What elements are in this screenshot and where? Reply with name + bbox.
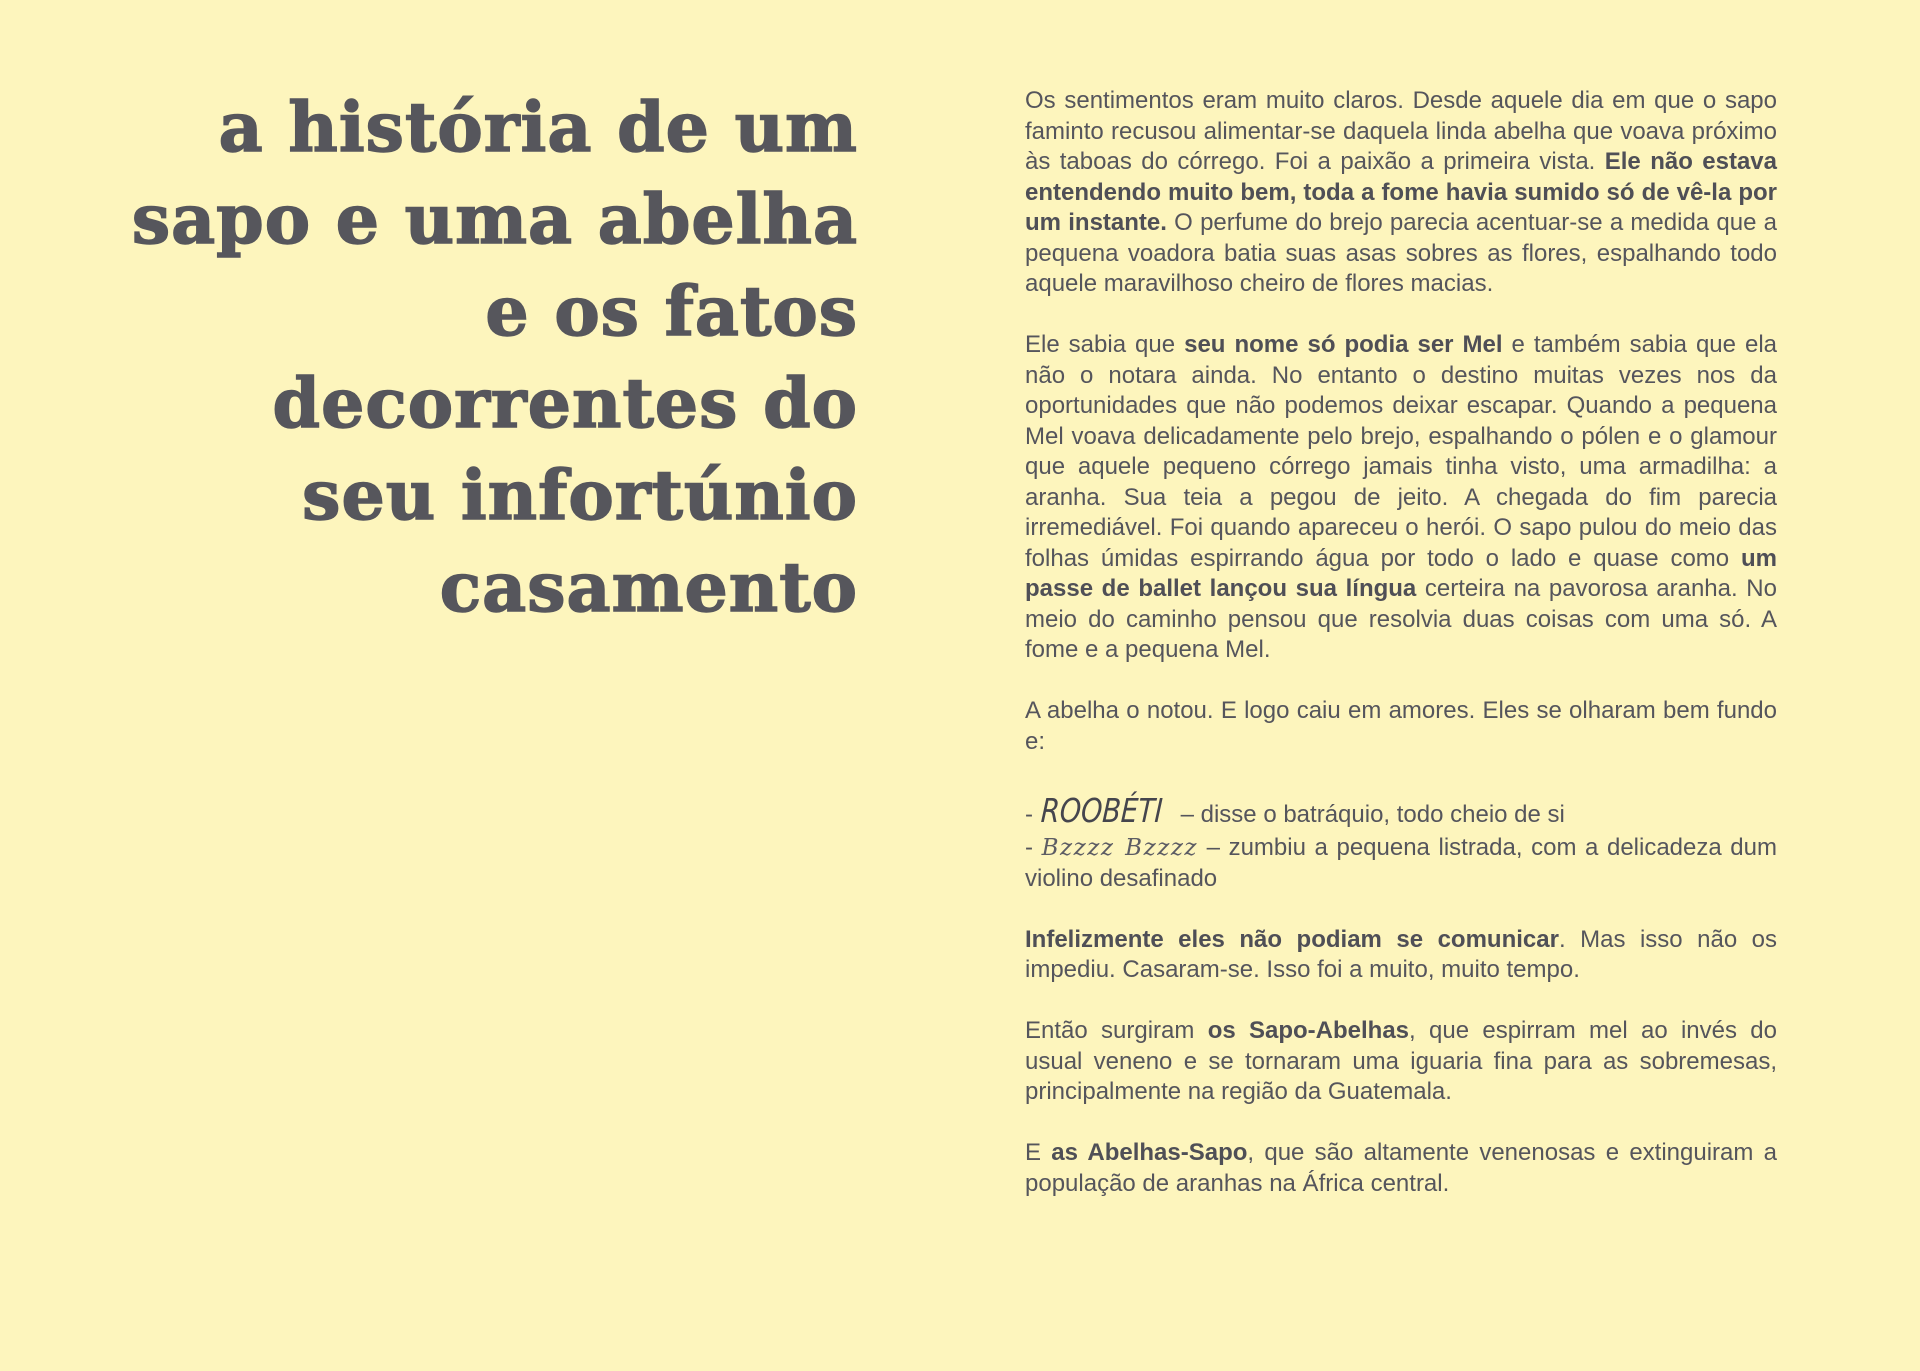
text-segment: A abelha o notou. E logo caiu em amores. Eles se olharam bem fundo e: (1025, 697, 1777, 755)
paragraph-4 (1025, 925, 1777, 986)
dialogue-dash: - (1025, 801, 1040, 828)
dialogue (1025, 793, 1777, 894)
paragraph-2 (1025, 330, 1777, 666)
paragraph-6 (1025, 1138, 1777, 1199)
dialogue-line-frog (1025, 793, 1777, 833)
paragraph-1 (1025, 86, 1777, 300)
title-line: a história de um (218, 88, 858, 168)
text-segment: O perfume do brejo parecia acentuar-se a medida que a pequena voadora batia suas asas sobres as flores, espalhando todo aquele maravilhoso cheiro de flores macias. (1025, 209, 1778, 297)
text-segment: e também sabia que ela não o notara ainda. No entanto o destino muitas vezes nos da oportunidades que não podemos deixar escapar. Quando a pequena Mel voava delicadamente pelo brejo, espalhando o pólen e o glamour que aquele pequeno córrego jamais tinha visto, uma armadilha: a aranha. Sua teia a pegou de jeito. A chegada do fim parecia irremediável. Foi quando apareceu o herói. O sapo pulou do meio das folhas úmidas espirrando água por todo o lado e quase como (1025, 331, 1778, 572)
text-segment: , que espirram mel ao invés do usual veneno e se tornaram uma iguaria fina para as sobremesas, principalmente na região da Guatemala. (1025, 1017, 1777, 1105)
paragraph-5 (1025, 1016, 1777, 1108)
bold-segment: seu nome só podia ser Mel (1184, 331, 1503, 358)
bold-segment: um passe de ballet lançou sua língua (1025, 544, 1777, 602)
dialogue-text: – zumbiu a pequena listrada, com a delicadeza dum violino desafinado (1025, 834, 1777, 892)
dialogue-line-bee (1025, 833, 1777, 894)
title-line: seu infortúnio (302, 456, 858, 536)
text-segment: . Mas isso não os impediu. Casaram-se. Isso foi a muito, muito tempo. (1025, 925, 1778, 983)
story-body (1025, 86, 1777, 1230)
bold-segment: os Sapo-Abelhas (1207, 1017, 1410, 1044)
text-segment: Então surgiram (1025, 1017, 1208, 1044)
bold-segment: Ele não estava entendendo muito bem, toda a fome havia sumido só de vê-la por um instante. (1025, 148, 1777, 236)
title-line: e os fatos (485, 272, 858, 352)
dialogue-text: – disse o batráquio, todo cheio de si (1173, 801, 1565, 828)
text-segment: E (1025, 1139, 1052, 1166)
dialogue-dash: - (1025, 834, 1042, 861)
story-title (60, 82, 858, 634)
paragraph-3 (1025, 696, 1777, 757)
bold-segment: as Abelhas-Sapo (1051, 1139, 1248, 1166)
frog-sound: ROOBÉTI (1039, 791, 1164, 830)
text-segment: , que são altamente venenosas e extinguiram a população de aranhas na África central. (1025, 1139, 1777, 1197)
text-segment: certeira na pavorosa aranha. No meio do caminho pensou que resolvia duas coisas com uma só. A fome e a pequena Mel. (1025, 575, 1777, 663)
bold-segment: Infelizmente eles não podiam se comunicar (1025, 925, 1559, 953)
title-line: casamento (439, 548, 858, 628)
title-line: sapo e uma abelha (131, 180, 858, 260)
text-segment: Ele sabia que (1025, 331, 1185, 358)
bee-sound: Bzzzz Bzzzz (1041, 835, 1199, 861)
title-line: decorrentes do (272, 364, 858, 444)
text-segment: Os sentimentos eram muito claros. Desde aquele dia em que o sapo faminto recusou alimentar-se daquela linda abelha que voava próximo às taboas do córrego. Foi a paixão a primeira vista. (1025, 87, 1777, 175)
